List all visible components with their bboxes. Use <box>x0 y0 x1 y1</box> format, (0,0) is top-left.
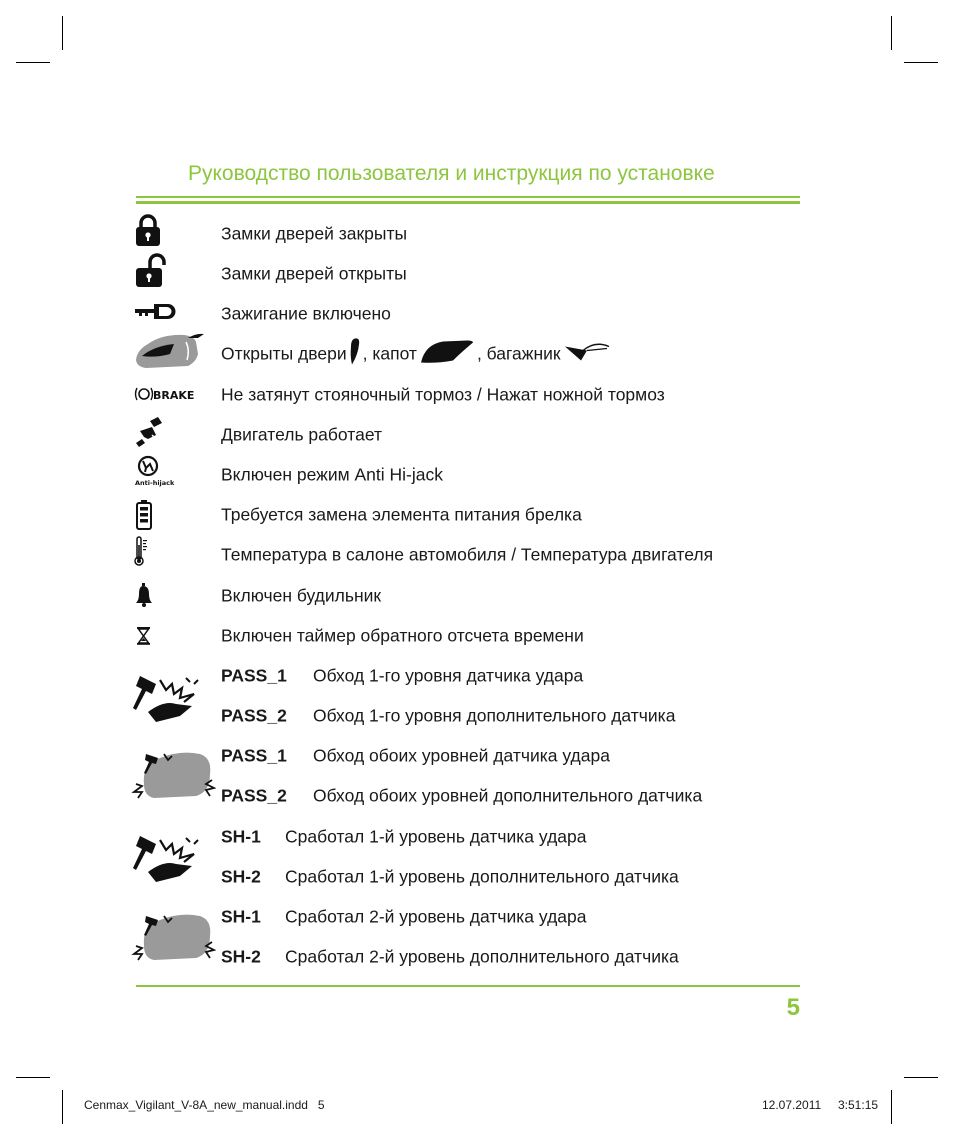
indicator-row-ignition <box>0 292 954 332</box>
indicator-row-unlocked <box>0 252 954 292</box>
trunk-label: , багажник <box>476 343 561 364</box>
brake-icon <box>132 373 202 413</box>
unlocked-padlock-icon <box>132 252 202 292</box>
anti-hijack-icon <box>132 453 202 493</box>
sensor-row <box>0 935 954 975</box>
crop-mark <box>891 1090 892 1124</box>
engine-running-icon <box>132 413 202 453</box>
indicator-label: Требуется замена элемента питания брелка <box>221 504 582 525</box>
crop-mark <box>62 16 63 50</box>
car-open-parts-icon <box>132 330 202 372</box>
indicator-row-anti-hijack <box>0 453 954 493</box>
sensor-label: Сработал 2-й уровень дополнительного датчика <box>285 946 679 967</box>
anti-hijack-icon-text: Anti-hijack <box>135 479 175 487</box>
sensor-code: SH-1 <box>221 826 261 847</box>
sensor-label: Сработал 2-й уровень датчика удара <box>285 906 587 927</box>
sensor-code: SH-2 <box>221 946 261 967</box>
indicator-label: Замки дверей открыты <box>221 263 407 284</box>
indicator-row-open-parts <box>0 332 954 372</box>
indicator-row-thermometer <box>0 533 954 573</box>
indicator-label: Температура в салоне автомобиля / Температура двигателя <box>221 544 714 565</box>
indicator-row-locked <box>0 212 954 252</box>
indicator-label: Включен режим Anti Hi-jack <box>221 464 443 485</box>
battery-icon <box>132 493 202 533</box>
sensor-row <box>0 734 954 774</box>
crop-mark <box>891 16 892 50</box>
sensor-label: Обход 1-го уровня датчика удара <box>313 665 584 686</box>
thermometer-icon <box>132 533 202 573</box>
page-number: 5 <box>786 994 800 1021</box>
sensor-row <box>0 694 954 734</box>
indicator-row-brake <box>0 373 954 413</box>
indicator-label: Включен таймер обратного отсчета времени <box>221 625 584 646</box>
footer-file: Cenmax_Vigilant_V-8A_new_manual.indd 5 <box>84 1098 325 1112</box>
crop-mark <box>16 1077 50 1078</box>
footer-rule <box>136 985 800 987</box>
sensor-row <box>0 855 954 895</box>
sensor-label: Обход 1-го уровня дополнительного датчика <box>313 705 676 726</box>
sensor-row <box>0 774 954 814</box>
indicator-row-battery <box>0 493 954 533</box>
sensor-code: PASS_2 <box>221 705 287 726</box>
hood-label: , капот <box>362 343 417 364</box>
indicator-row-alarm <box>0 574 954 614</box>
page-title: Руководство пользователя и инструкция по установке <box>188 162 715 185</box>
ignition-key-icon <box>132 292 202 332</box>
door-icon <box>349 337 361 372</box>
locked-padlock-icon <box>132 212 202 252</box>
sensor-label: Обход обоих уровней датчика удара <box>313 745 610 766</box>
indicator-label: Двигатель работает <box>221 424 382 445</box>
indicator-row-timer <box>0 614 954 654</box>
sensor-code: SH-2 <box>221 866 261 887</box>
footer-date: 12.07.2011 <box>762 1098 822 1112</box>
indicator-label: Замки дверей закрыты <box>221 223 408 244</box>
trunk-icon <box>563 341 611 368</box>
indicator-label <box>221 337 613 372</box>
crop-mark <box>16 62 50 63</box>
sensor-code: PASS_1 <box>221 665 287 686</box>
sensor-code: PASS_2 <box>221 785 287 806</box>
crop-mark <box>62 1090 63 1124</box>
crop-mark <box>904 1077 938 1078</box>
header-rule <box>136 196 800 198</box>
indicator-label: Включен будильник <box>221 585 382 606</box>
sensor-row <box>0 895 954 935</box>
sensor-row <box>0 815 954 855</box>
brake-icon-text: BRAKE <box>153 389 195 402</box>
indicator-label: Зажигание включено <box>221 303 391 324</box>
sensor-label: Обход обоих уровней дополнительного датчика <box>313 785 703 806</box>
sensor-row <box>0 654 954 694</box>
footer-time: 3:51:15 <box>838 1098 879 1112</box>
sensor-label: Сработал 1-й уровень дополнительного датчика <box>285 866 679 887</box>
header-rule <box>136 201 800 204</box>
sensor-code: SH-1 <box>221 906 261 927</box>
crop-mark <box>904 62 938 63</box>
alarm-bell-icon <box>132 574 202 614</box>
sensor-code: PASS_1 <box>221 745 287 766</box>
doors-label: Открыты двери <box>221 343 347 364</box>
sensor-label: Сработал 1-й уровень датчика удара <box>285 826 587 847</box>
indicator-row-engine <box>0 413 954 453</box>
hourglass-icon <box>132 614 202 654</box>
indicator-label: Не затянут стояночный тормоз / Нажат ножной тормоз <box>221 384 665 405</box>
hood-icon <box>419 339 475 370</box>
